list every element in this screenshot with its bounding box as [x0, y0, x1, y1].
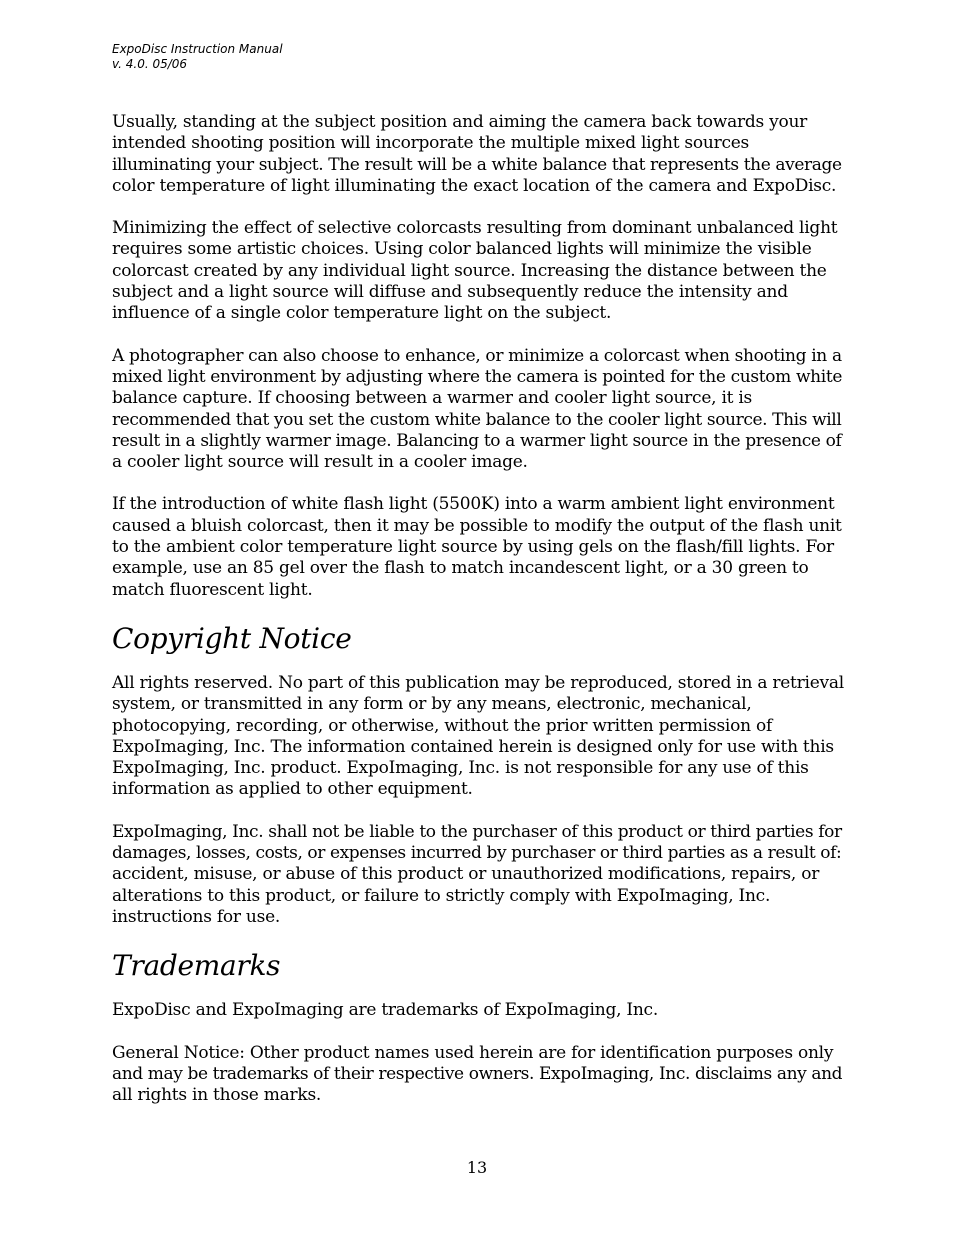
text-line: all rights in those marks.: [112, 1085, 322, 1106]
text-line: damages, losses, costs, or expenses incurred by purchaser or third parties as a result of:: [112, 843, 842, 864]
paragraph: [112, 112, 846, 197]
paragraph: [112, 494, 846, 600]
text-line: ExpoDisc and ExpoImaging are trademarks of ExpoImaging, Inc.: [112, 1000, 658, 1021]
text-line: subject and a light source will diffuse and subsequently reduce the intensity and: [112, 282, 788, 303]
text-line: General Notice: Other product names used herein are for identification purposes only: [112, 1042, 834, 1063]
text-line: a cooler light source will result in a cooler image.: [112, 452, 528, 473]
text-line: accident, misuse, or abuse of this product or unauthorized modifications, repairs, or: [112, 864, 820, 885]
text-line: ExpoImaging, Inc. product. ExpoImaging, Inc. is not responsible for any use of this: [112, 758, 809, 779]
text-line: colorcast created by any individual light source. Increasing the distance between the: [112, 260, 827, 281]
text-line: balance capture. If choosing between a warmer and cooler light source, it is: [112, 388, 753, 409]
text-line: intended shooting position will incorporate the multiple mixed light sources: [112, 133, 750, 154]
text-line: influence of a single color temperature light on the subject.: [112, 303, 612, 324]
manual-title: ExpoDisc Instruction Manual: [112, 42, 283, 56]
text-line: photocopying, recording, or otherwise, without the prior written permission of: [112, 715, 772, 736]
text-line: information as applied to other equipment.: [112, 779, 473, 800]
paragraph: [112, 673, 846, 801]
page-number: 13: [466, 1158, 488, 1177]
text-line: instructions for use.: [112, 906, 281, 927]
text-line: recommended that you set the custom white balance to the cooler light source. This will: [112, 409, 842, 430]
text-line: to the ambient color temperature light source by using gels on the flash/fill lights. For: [112, 537, 834, 558]
text-line: color temperature of light illuminating the exact location of the camera and ExpoDisc.: [112, 175, 837, 196]
paragraph: [112, 822, 846, 928]
text-line: A photographer can also choose to enhance, or minimize a colorcast when shooting in a: [112, 345, 842, 366]
text-line: and may be trademarks of their respective owners. ExpoImaging, Inc. disclaims any and: [112, 1063, 843, 1084]
text-line: Usually, standing at the subject position and aiming the camera back towards your: [112, 112, 808, 132]
text-line: ExpoImaging, Inc. shall not be liable to the purchaser of this product or third parties for: [112, 821, 842, 842]
text-line: Minimizing the effect of selective colorcasts resulting from dominant unbalanced light: [112, 218, 838, 239]
paragraph: [112, 218, 846, 324]
text-line: ExpoImaging, Inc. The information contained herein is designed only for use with this: [112, 736, 834, 757]
text-line: match fluorescent light.: [112, 579, 313, 600]
text-line: requires some artistic choices. Using color balanced lights will minimize the visible: [112, 239, 812, 260]
copyright-heading: Copyright Notice: [112, 621, 352, 655]
paragraph: [112, 1000, 846, 1021]
text-line: If the introduction of white flash light (5500K) into a warm ambient light environment: [112, 494, 835, 515]
text-line: result in a slightly warmer image. Balancing to a warmer light source in the presence of: [112, 430, 842, 451]
text-line: system, or transmitted in any form or by any means, electronic, mechanical,: [112, 694, 752, 715]
text-line: mixed light environment by adjusting where the camera is pointed for the custom white: [112, 366, 843, 387]
page-content: [112, 112, 846, 1127]
paragraph: [112, 346, 846, 474]
text-line: alterations to this product, or failure to strictly comply with ExpoImaging, Inc.: [112, 885, 771, 906]
text-line: illuminating your subject. The result will be a white balance that represents the average: [112, 154, 842, 175]
text-line: example, use an 85 gel over the flash to match incandescent light, or a 30 green to: [112, 558, 809, 579]
trademarks-heading: Trademarks: [112, 949, 281, 983]
paragraph: [112, 1043, 846, 1107]
manual-version: v. 4.0. 05/06: [112, 57, 188, 71]
text-line: caused a bluish colorcast, then it may be possible to modify the output of the flash unit: [112, 515, 842, 536]
running-header: [112, 42, 283, 72]
text-line: All rights reserved. No part of this publication may be reproduced, stored in a retrieval: [112, 672, 844, 693]
